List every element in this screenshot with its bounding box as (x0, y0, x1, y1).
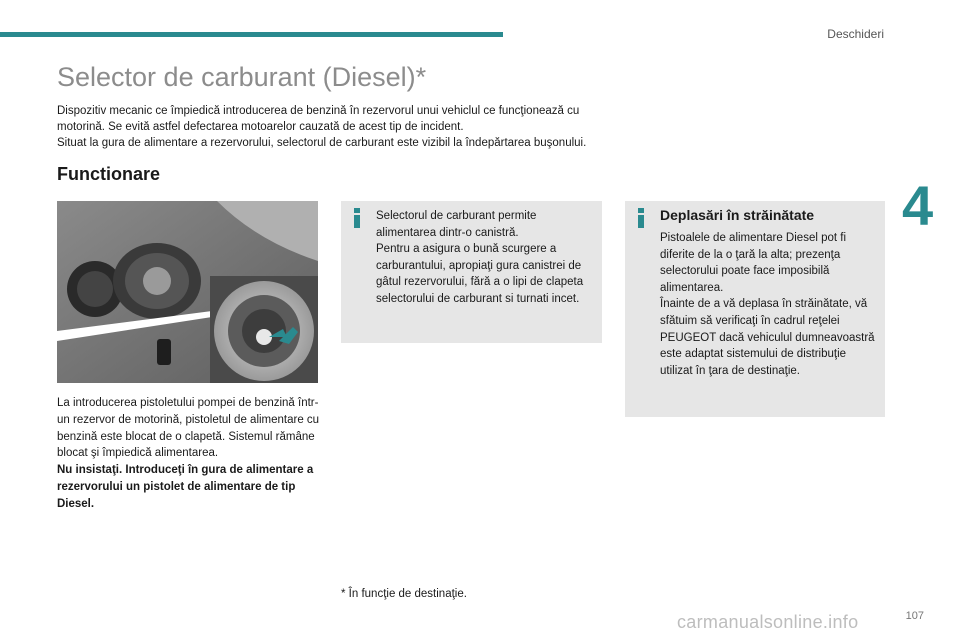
section-subtitle: Functionare (57, 164, 161, 184)
info-box-canister (341, 201, 602, 343)
body-paragraph (57, 395, 322, 513)
info-line: Selectorul de carburant permite alimentarea dintr-o canistră. (376, 210, 537, 239)
info-line: Pistoalele de alimentare Diesel pot fi diferite de la o ţară la alta; prezenţa selectorului poate face imposibilă alimentarea. (660, 232, 847, 294)
footnote: * În funcţie de destinaţie. (341, 588, 467, 600)
info-icon (354, 208, 360, 228)
header-accent-bar (0, 32, 503, 37)
info-box-text (660, 230, 875, 379)
fuel-filler-photo (57, 201, 318, 383)
section-name: Deschideri (827, 27, 884, 41)
info-box-abroad (625, 201, 885, 417)
info-icon (638, 208, 644, 228)
info-line: Pentru a asigura o bună scurgere a carburantului, apropiaţi gura canistrei de gâtul rezervorului, fără a o lipi de clapeta selectorului de carburant si turnati incet. (376, 243, 584, 305)
fuel-filler-illustration (57, 201, 318, 383)
body-warning: Nu insistaţi. Introduceţi în gura de alimentare a rezervorului un pistolet de alimentare de tip Diesel. (57, 464, 314, 510)
info-box-text (376, 208, 591, 308)
intro-line: Situat la gura de alimentare a rezervorului, selectorul de carburant este vizibil la îndepărtarea buşonului. (57, 137, 587, 149)
intro-paragraph (57, 103, 617, 151)
info-box-title: Deplasări în străinătate (660, 207, 815, 223)
page-number: 107 (905, 610, 924, 622)
watermark: carmanualsonline.info (677, 612, 859, 632)
chapter-number: 4 (902, 174, 934, 237)
info-line: Înainte de a vă deplasa în străinătate, vă sfătuim să verificaţi în cadrul reţelei PEUGEOT dacă vehiculul dumneavoastră este adaptat sistemului de distribuţie utilizat în ţara de destinaţie. (660, 298, 875, 377)
page-title: Selector de carburant (Diesel)* (57, 62, 427, 92)
intro-line: Dispozitiv mecanic ce împiedică introducerea de benzină în rezervorul unui vehiclul ce funcţionează cu motorină. Se evită astfel defectarea motoarelor cauzată de acest tip de incident. (57, 105, 580, 133)
body-text: La introducerea pistoletului pompei de benzină într-un rezervor de motorină, pistoletul de alimentare cu benzină este blocat de o clapetă. Sistemul rămâne blocat şi împiedică alimentarea. (57, 397, 320, 460)
